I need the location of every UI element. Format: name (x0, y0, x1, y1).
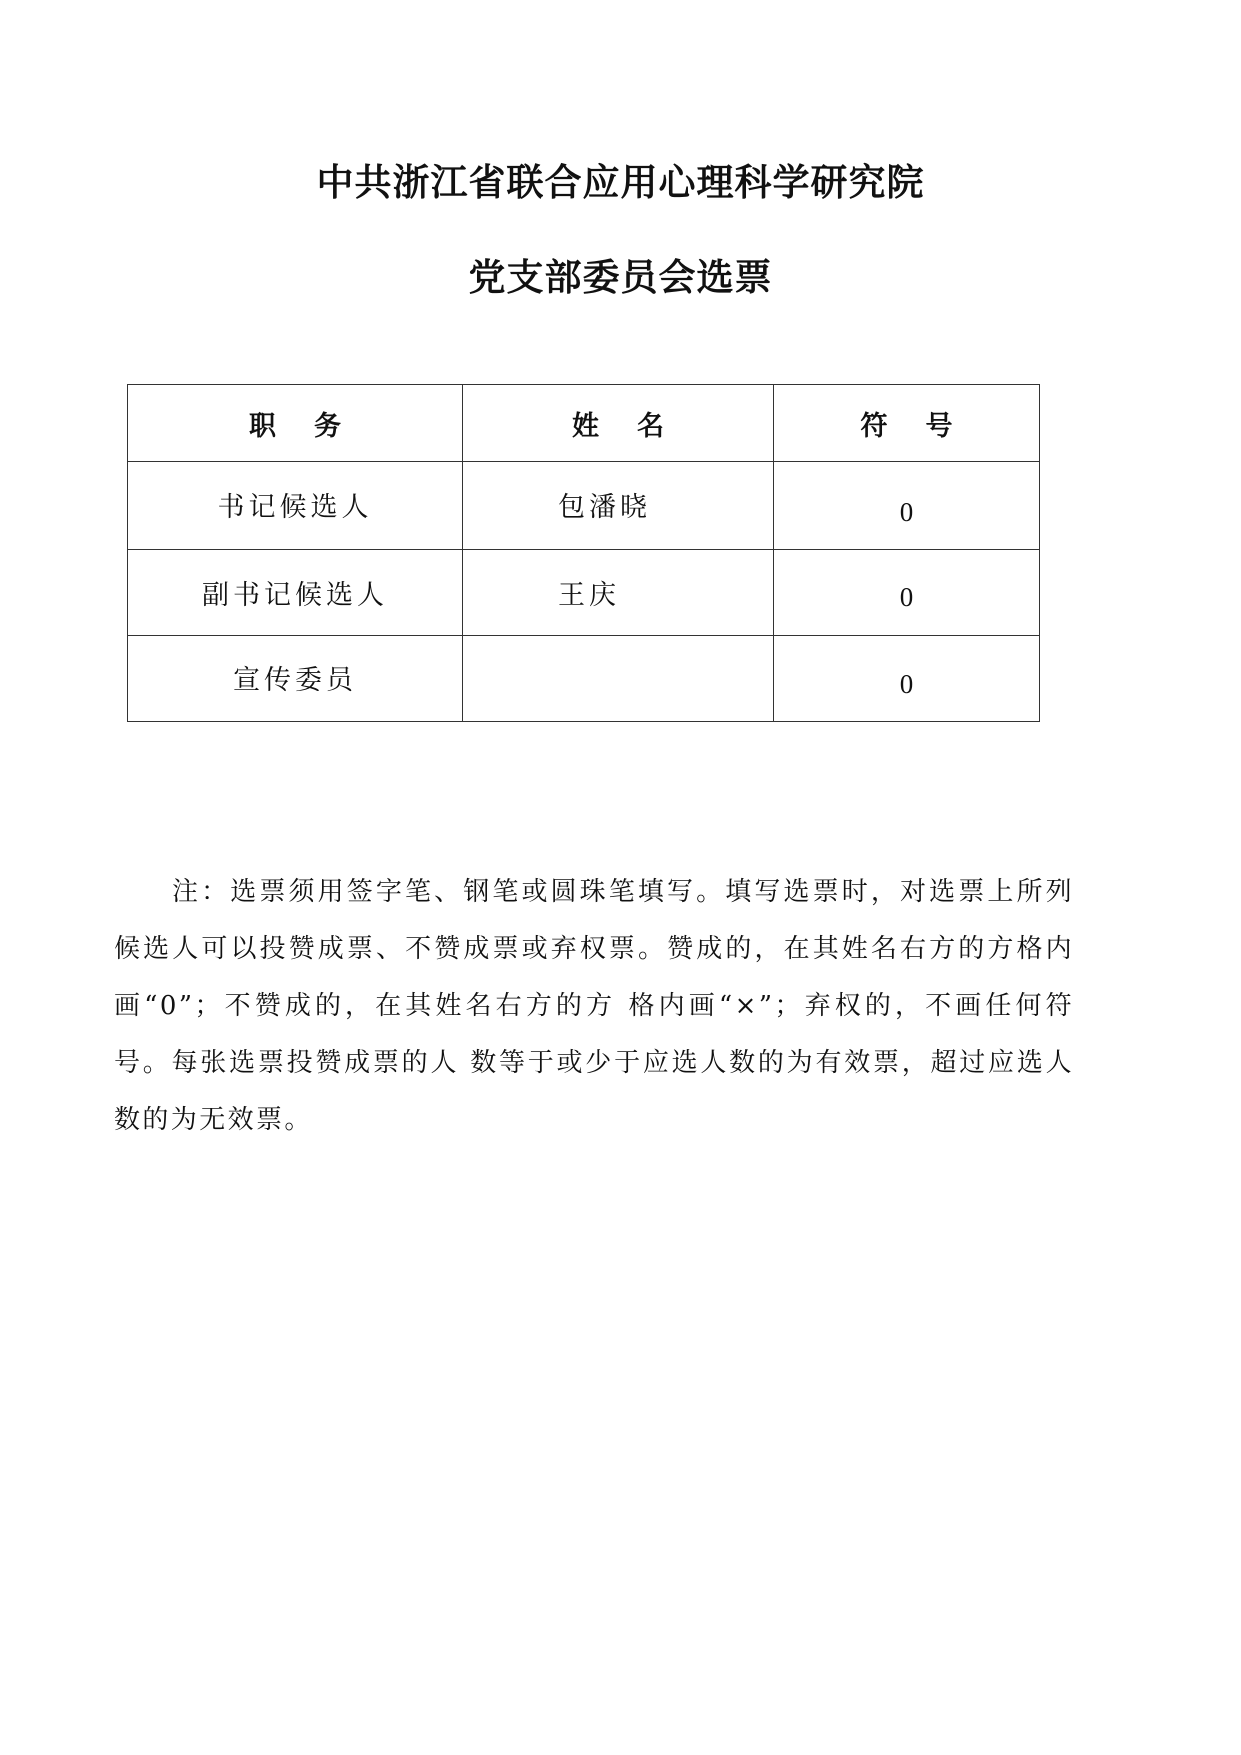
ballot-table (127, 384, 1040, 722)
name-cell: 王庆 (463, 550, 774, 636)
mark-cell[interactable]: 0 (774, 636, 1040, 722)
position-cell: 宣传委员 (128, 636, 463, 722)
mark-cell[interactable]: 0 (774, 462, 1040, 550)
table-header-row (128, 385, 1040, 462)
position-cell: 副书记候选人 (128, 550, 463, 636)
table-row (128, 550, 1040, 636)
name-cell: 包潘晓 (463, 462, 774, 550)
header-name: 姓名 (463, 385, 774, 462)
ballot-instructions: 注：选票须用签字笔、钢笔或圆珠笔填写。填写选票时，对选票上所列候选人可以投赞成票、不赞成票或弃权票。赞成的，在其姓名右方的方格内画“0”；不赞成的，在其姓名右方的方 格内画“×”；弃权的，不画任何符号。每张选票投赞成票的人 数等于或少于应选人数的为有效票，超过应选人数的为无效票。 (114, 877, 1074, 1135)
header-mark: 符号 (774, 385, 1040, 462)
table-row (128, 636, 1040, 722)
document-title: 中共浙江省联合应用心理科学研究院 (316, 161, 925, 204)
header-position: 职务 (128, 385, 463, 462)
mark-cell[interactable]: 0 (774, 550, 1040, 636)
table-row (128, 462, 1040, 550)
name-cell[interactable] (463, 636, 774, 722)
document-subtitle: 党支部委员会选票 (468, 256, 773, 299)
position-cell: 书记候选人 (128, 462, 463, 550)
